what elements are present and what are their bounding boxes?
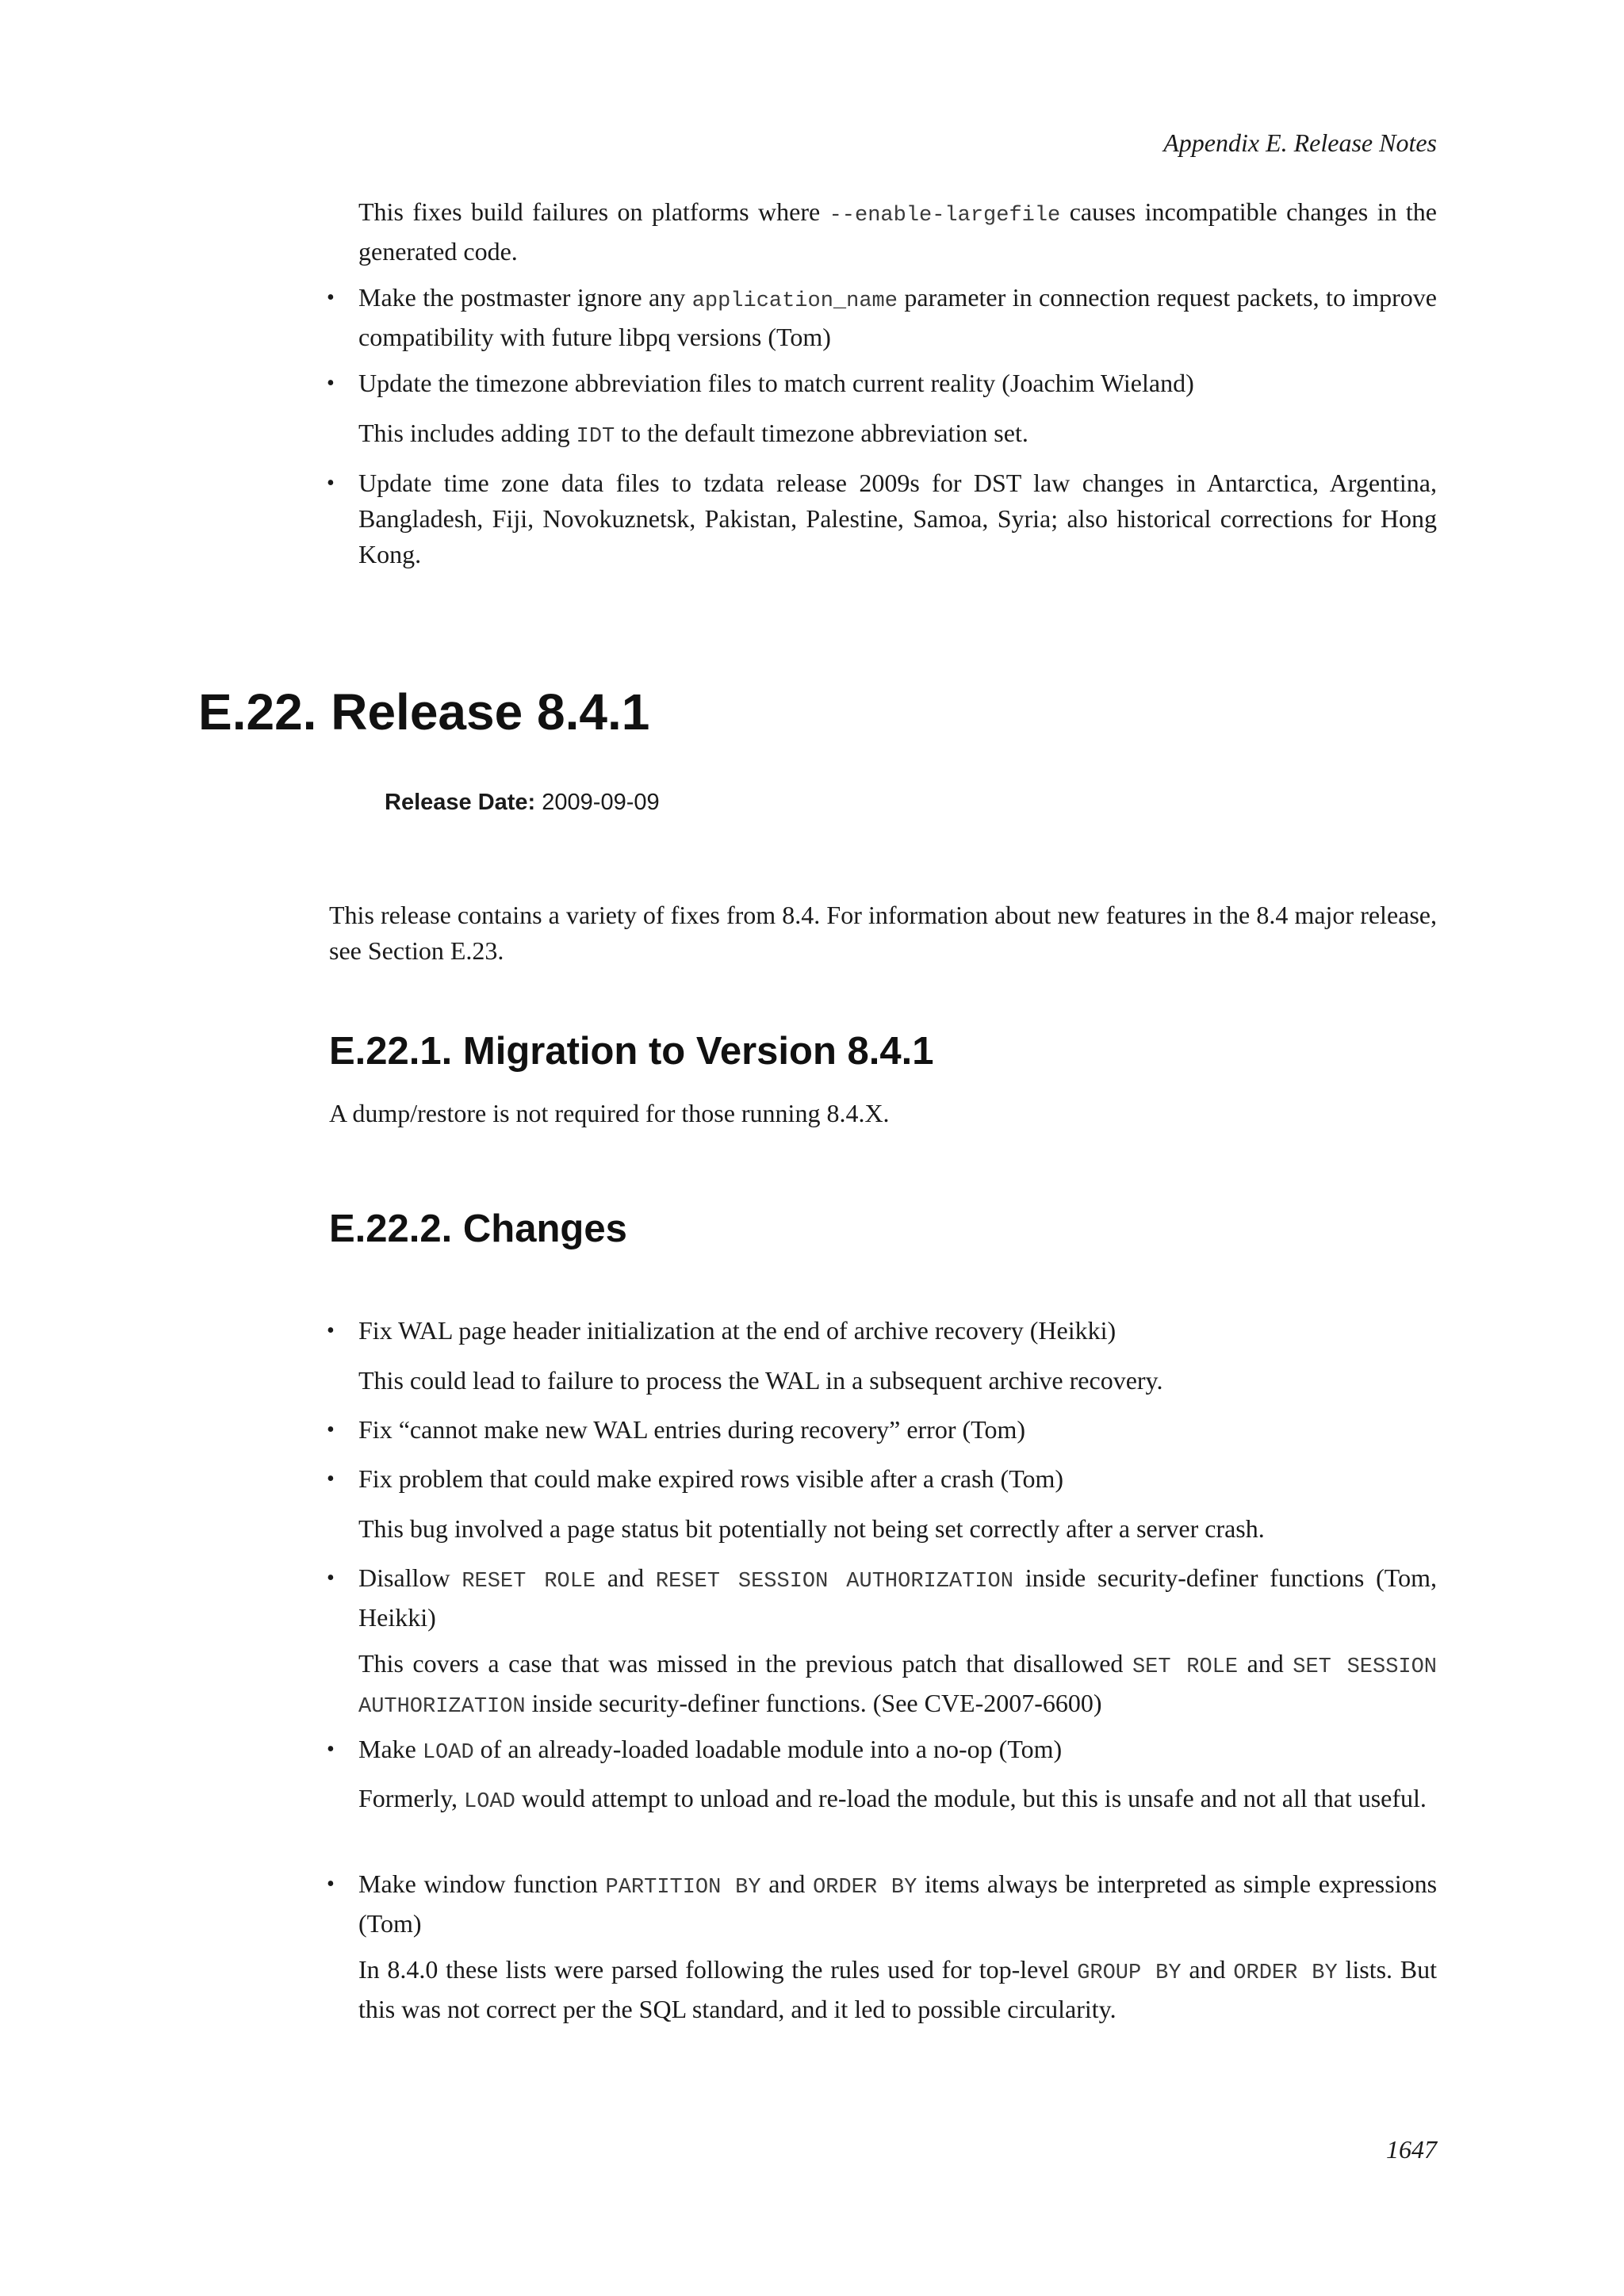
list-item-note: Formerly, LOAD would attempt to unload and re-load the module, but this is unsafe and not all that useful. (358, 1784, 1427, 1814)
list-item-note: In 8.4.0 these lists were parsed following the rules used for top-level GROUP BY and ORDER BY lists. But this was not correct per the SQL standard, and it led to possible circularity. (358, 1955, 1438, 2023)
bullet-icon: • (327, 1318, 335, 1343)
code-set-role: SET ROLE (1132, 1655, 1239, 1679)
list-item-note: This covers a case that was missed in the previous patch that disallowed SET ROLE and SET SESSION AUTHORIZATION inside security-definer functions. (See CVE-2007-6600) (358, 1649, 1438, 1719)
section-title: E.22. Release 8.4.1 (198, 683, 650, 740)
bullet-icon: • (327, 1467, 335, 1491)
document-page: Appendix E. Release Notes This fixes build failures on platforms where --enable-largefile causes incompatible changes in the generated code. • Make the postmaster ignore any application_name parameter in connection request packets, to improve compatibility with future libpq versions (Tom) • Update the timezone abbreviation files to match current reality (Joachim Wieland) This includes adding IDT to the default timezone abbreviation set. • Update time zone data files to tzdata release 2009s for DST law changes in Antarctica, Argentina, Bangladesh, Fiji, Novokuznetsk, Pakistan, Palestine, Samoa, Syria; also historical corrections for Hong Kong. E.22. Release 8.4.1 Release Date: 2009-09-09 This release contains a variety of fixes from 8.4. For information about new features in the 8.4 major release, see Section E.23. E.22.1. Migration to Version 8.4.1 A dump/restore is not required for those running 8.4.X. E.22.2. Changes • Fix WAL page header initialization at the end of archive recovery (Heikki) This could lead to failure to process the WAL in a subsequent archive recovery. • Fix “cannot make new WAL entries during recovery” error (Tom) • Fix problem that could make expired rows visible after a crash (Tom) This bug involved a page status bit potentially not being set correctly after a server crash. • Disallow RESET ROLE and RESET SESSION AUTHORIZATION inside security-definer functions (Tom, Heikki) This covers a case that was missed in the previous patch that disallowed SET ROLE and SET SESSION AUTHORIZATION inside security-definer functions. (See CVE-2007-6600) • Make LOAD of an already-loaded loadable module into a no-op (Tom) Formerly, LOAD would attempt to unload and re-load the module, but this is unsafe and not all that useful. • Make window function PARTITION BY and ORDER BY items always be interpreted as simple expressions (Tom) In 8.4.0 these lists were parsed following the rules used for top-level GROUP BY and ORDER BY lists. But this was not correct per the SQL standard, and it led to possible circularity. 1647 (198, 128, 1438, 2164)
code-partition-by: PARTITION BY (605, 1876, 761, 1900)
code-load: LOAD (464, 1790, 515, 1814)
section-intro: This release contains a variety of fixes from 8.4. For information about new features in the 8.4 major release, see Section E.23. (329, 901, 1437, 965)
code-reset-role: RESET ROLE (462, 1570, 596, 1594)
code-order-by: ORDER BY (1233, 1961, 1338, 1985)
code-order-by: ORDER BY (813, 1876, 917, 1900)
bullet-icon: • (327, 471, 335, 496)
code-enable-largefile: --enable-largefile (829, 204, 1061, 228)
paragraph-idt: This includes adding IDT to the default timezone abbreviation set. (358, 419, 1028, 449)
code-load: LOAD (422, 1741, 474, 1765)
bullet-icon: • (327, 1872, 335, 1896)
bullet-icon: • (327, 285, 335, 310)
bullet-icon: • (327, 371, 335, 396)
release-date-value: 2009-09-09 (535, 790, 660, 815)
code-reset-session-authorization: RESET SESSION AUTHORIZATION (655, 1570, 1013, 1594)
migration-title: E.22.1. Migration to Version 8.4.1 (329, 1030, 934, 1073)
code-set-session-authorization: SET SESSION AUTHORIZATION (358, 1655, 1438, 1719)
migration-text: A dump/restore is not required for those running 8.4.X. (329, 1099, 890, 1127)
bullet-icon: • (327, 1566, 335, 1590)
paragraph-largefile: This fixes build failures on platforms where --enable-largefile causes incompatible changes in the generated code. (358, 197, 1438, 266)
bullet-icon: • (327, 1737, 335, 1762)
page-number: 1647 (1386, 2135, 1437, 2164)
release-date (385, 786, 660, 818)
code-group-by: GROUP BY (1077, 1961, 1182, 1985)
list-item-note: This could lead to failure to process the WAL in a subsequent archive recovery. (358, 1366, 1163, 1395)
list-item-note: This bug involved a page status bit potentially not being set correctly after a server crash. (358, 1514, 1265, 1543)
bullet-icon: • (327, 1418, 335, 1442)
running-header: Appendix E. Release Notes (1163, 128, 1437, 157)
release-date-label: Release Date: (385, 790, 536, 815)
changes-title: E.22.2. Changes (329, 1207, 627, 1250)
code-application-name: application_name (691, 289, 898, 313)
code-idt: IDT (576, 425, 615, 449)
